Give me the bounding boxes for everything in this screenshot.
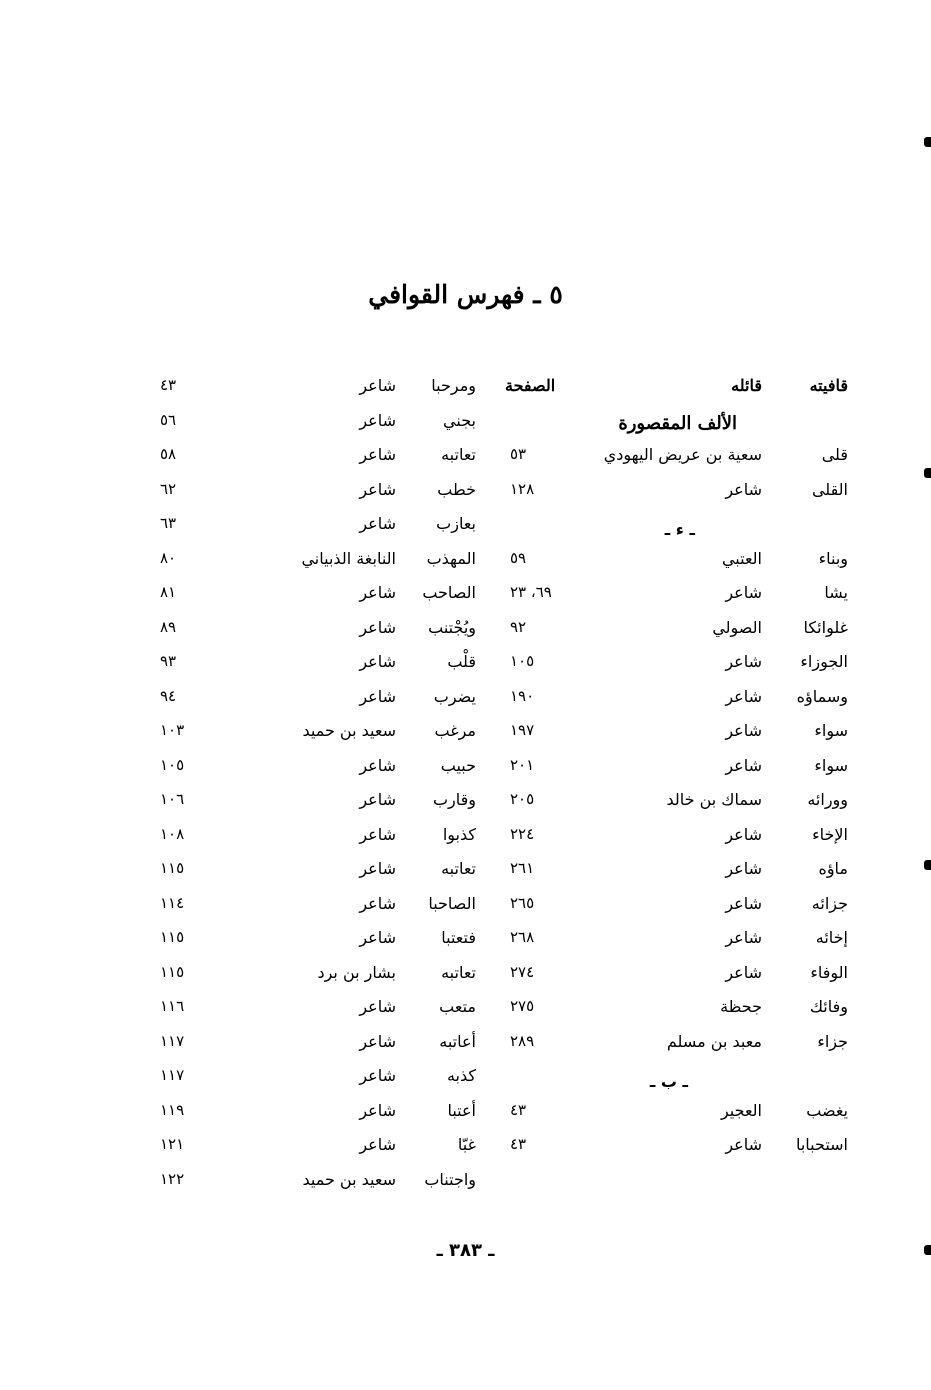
index-entry-row: [500, 614, 860, 649]
rhyme-word: وبناء: [818, 548, 848, 568]
rhyme-word: يشا: [824, 583, 848, 602]
poet-name: جحظة: [720, 997, 762, 1016]
index-entry-row: [140, 717, 485, 752]
page-ref: ٢٦٨: [510, 928, 535, 946]
rhyme-word: أعاتبه: [439, 1031, 476, 1051]
page-ref: ٥٦: [160, 410, 177, 429]
rhyme-word: القلى: [811, 479, 848, 499]
page-ref: ٨٠: [160, 548, 177, 567]
rhyme-word: سواء: [814, 755, 848, 775]
index-entry-row: [140, 545, 485, 580]
index-entry-row: [500, 1131, 860, 1166]
index-entry-row: [140, 510, 485, 545]
rhyme-word: الإخاء: [812, 824, 848, 844]
page-ref: ١١٤: [160, 893, 185, 912]
section-heading-row: [500, 1062, 860, 1097]
poet-name: سعيد بن حميد: [302, 1169, 396, 1189]
poet-name: شاعر: [359, 928, 396, 947]
poet-name: شاعر: [359, 893, 396, 913]
poet-name: شاعر: [359, 514, 396, 533]
index-entry-row: [500, 476, 860, 511]
header-poet: قائله: [731, 376, 762, 395]
index-entry-row: [140, 372, 485, 407]
index-entry-row: [140, 648, 485, 683]
page-ref: ١٠٥: [160, 755, 185, 774]
page-ref: ١١٩: [160, 1100, 185, 1119]
rhyme-word: خطب: [437, 479, 476, 499]
rhyme-word: بعازب: [436, 514, 476, 533]
rhyme-word: حبيب: [440, 755, 476, 775]
rhyme-word: يغضب: [806, 1100, 848, 1120]
poet-name: شاعر: [359, 652, 396, 671]
rhyme-word: ومرحبا: [431, 376, 476, 395]
left-column: [140, 372, 485, 1200]
header-row: [500, 372, 860, 407]
page-ref: ٨١: [160, 583, 177, 601]
poet-name: شاعر: [359, 583, 396, 602]
index-entry-row: [500, 717, 860, 752]
page-ref: ١١٧: [160, 1031, 185, 1050]
page-ref: ١٢٢: [160, 1169, 185, 1188]
index-entry-row: [140, 1062, 485, 1097]
index-entry-row: [140, 407, 485, 442]
page-ref: ٦٩، ٢٣: [510, 583, 552, 601]
rhyme-word: غلوائكا: [803, 617, 848, 637]
poet-name: شاعر: [725, 479, 762, 499]
page-ref: ٥٩: [510, 548, 527, 567]
page-number: ـ ٣٨٣ ـ: [436, 1240, 495, 1261]
section-alif-maqsura: الألف المقصورة: [618, 412, 737, 434]
poet-name: شاعر: [359, 617, 396, 637]
page-title: ٥ ـ فهرس القوافي: [368, 280, 563, 309]
rhyme-word: قلْب: [447, 652, 476, 671]
section-ba: ـ ب ـ: [649, 1072, 688, 1091]
rhyme-word: يضرب: [433, 686, 476, 706]
poet-name: شاعر: [359, 376, 396, 395]
page-ref: ١١٦: [160, 997, 185, 1015]
header-rhyme: قافيته: [809, 376, 848, 395]
edge-mark: [924, 137, 931, 147]
page-ref: ٤٣: [510, 1100, 527, 1119]
rhyme-word: الوفاء: [810, 962, 848, 982]
page-ref: ٩٤: [160, 686, 177, 705]
poet-name: الصولي: [712, 617, 762, 637]
index-entry-row: [140, 752, 485, 787]
poet-name: شاعر: [725, 1135, 762, 1154]
header-page: الصفحة: [505, 376, 556, 395]
page-ref: ١٢١: [160, 1135, 185, 1153]
page-ref: ٤٣: [160, 376, 177, 394]
index-entry-row: [500, 924, 860, 959]
poet-name: شاعر: [725, 962, 762, 982]
page-ref: ١١٥: [160, 859, 185, 877]
rhyme-word: وقارب: [432, 790, 476, 809]
poet-name: شاعر: [359, 1100, 396, 1120]
index-entry-row: [500, 786, 860, 821]
index-entry-row: [500, 441, 860, 476]
poet-name: شاعر: [359, 997, 396, 1016]
rhyme-word: جزاء: [817, 1031, 848, 1051]
index-entry-row: [500, 821, 860, 856]
index-entry-row: [140, 1131, 485, 1166]
poet-name: معبد بن مسلم: [666, 1031, 762, 1051]
index-entry-row: [140, 1028, 485, 1063]
index-entry-row: [140, 614, 485, 649]
poet-name: سماك بن خالد: [666, 790, 762, 809]
rhyme-word: تعاتبه: [441, 859, 476, 878]
poet-name: شاعر: [359, 859, 396, 878]
poet-name: سعيد بن حميد: [302, 721, 396, 740]
poet-name: شاعر: [359, 445, 396, 464]
edge-mark: [924, 1245, 931, 1255]
index-entry-row: [140, 993, 485, 1028]
poet-name: شاعر: [359, 1031, 396, 1051]
page-ref: ١١٥: [160, 928, 185, 946]
index-entry-row: [500, 545, 860, 580]
index-entry-row: [140, 1097, 485, 1132]
page-ref: ٢٨٩: [510, 1031, 535, 1050]
section-hamza: ـ ء ـ: [664, 520, 695, 539]
rhyme-word: أعتبا: [447, 1100, 476, 1120]
index-entry-row: [500, 855, 860, 890]
index-entry-row: [140, 855, 485, 890]
page-ref: ٥٨: [160, 445, 177, 463]
page-ref: ١٠٥: [510, 652, 535, 670]
index-entry-row: [500, 648, 860, 683]
poet-name: شاعر: [725, 721, 762, 740]
rhyme-word: فتعتبا: [441, 928, 476, 947]
page-ref: ٨٩: [160, 617, 177, 636]
poet-name: شاعر: [359, 686, 396, 706]
page-ref: ١٩٧: [510, 721, 535, 739]
rhyme-word: المهذب: [426, 548, 476, 568]
page-ref: ٩٢: [510, 617, 527, 636]
rhyme-word: تعاتبه: [441, 962, 476, 982]
page-ref: ١١٥: [160, 962, 185, 981]
page-ref: ٢٦١: [510, 859, 535, 877]
poet-name: شاعر: [359, 1066, 396, 1085]
poet-name: شاعر: [359, 790, 396, 809]
poet-name: شاعر: [725, 686, 762, 706]
poet-name: شاعر: [725, 652, 762, 671]
index-entry-row: [140, 924, 485, 959]
rhyme-word: إخائه: [815, 928, 848, 947]
poet-name: شاعر: [359, 410, 396, 430]
index-entry-row: [500, 959, 860, 994]
page-ref: ١٠٣: [160, 721, 185, 739]
rhyme-word: بجني: [443, 410, 476, 430]
index-entry-row: [500, 683, 860, 718]
page-ref: ١٢٨: [510, 479, 535, 498]
page-ref: ١٠٦: [160, 790, 185, 808]
rhyme-word: كذبوا: [442, 824, 476, 844]
rhyme-word: ماؤه: [818, 859, 848, 878]
index-entry-row: [140, 821, 485, 856]
poet-name: النابغة الذبياني: [301, 548, 396, 568]
poet-name: شاعر: [725, 755, 762, 775]
poet-name: شاعر: [725, 893, 762, 913]
poet-name: العجير: [720, 1100, 762, 1120]
index-entry-row: [500, 890, 860, 925]
section-heading-row: [500, 510, 860, 545]
edge-mark: [924, 860, 931, 870]
poet-name: شاعر: [725, 859, 762, 878]
rhyme-word: وفائك: [809, 997, 848, 1016]
rhyme-word: مرغب: [434, 721, 476, 740]
page-ref: ٤٣: [510, 1135, 527, 1153]
rhyme-word: الصاحبا: [428, 893, 476, 913]
page-ref: ٢٢٤: [510, 824, 535, 843]
rhyme-word: الجوزاء: [800, 652, 848, 671]
index-entry-row: [140, 786, 485, 821]
page-ref: ١٠٨: [160, 824, 185, 843]
rhyme-word: واجتناب: [424, 1169, 476, 1189]
rhyme-word: ويُجْتنب: [428, 617, 476, 637]
page-ref: ١١٧: [160, 1066, 185, 1084]
page-ref: ٩٣: [160, 652, 177, 670]
section-heading-row: [500, 407, 860, 442]
page-ref: ٢٧٤: [510, 962, 535, 981]
page-ref: ٢٠٥: [510, 790, 535, 808]
index-entry-row: [140, 476, 485, 511]
index-entry-row: [500, 1028, 860, 1063]
index-entry-row: [140, 959, 485, 994]
index-entry-row: [140, 683, 485, 718]
page-ref: ١٩٠: [510, 686, 535, 705]
poet-name: شاعر: [359, 755, 396, 775]
rhyme-word: غبّا: [457, 1135, 476, 1154]
poet-name: شاعر: [725, 583, 762, 602]
index-entry-row: [140, 441, 485, 476]
rhyme-word: الصاحب: [422, 583, 476, 602]
page-ref: ٢٠١: [510, 755, 535, 774]
poet-name: شاعر: [725, 824, 762, 844]
rhyme-word: وسماؤه: [796, 686, 848, 706]
poet-name: العتبي: [721, 548, 762, 568]
page-ref: ٦٢: [160, 479, 177, 498]
index-entry-row: [500, 993, 860, 1028]
page-ref: ٦٣: [160, 514, 177, 532]
poet-name: شاعر: [725, 928, 762, 947]
poet-name: شاعر: [359, 824, 396, 844]
rhyme-word: سواء: [814, 721, 848, 740]
poet-name: شاعر: [359, 1135, 396, 1154]
poet-name: بشار بن برد: [317, 962, 396, 982]
rhyme-word: كذبه: [446, 1066, 476, 1085]
rhyme-word: استحبابا: [795, 1135, 848, 1154]
poet-name: شاعر: [359, 479, 396, 499]
index-entry-row: [500, 1097, 860, 1132]
index-entry-row: [140, 1166, 485, 1201]
poet-name: سعية بن عريض اليهودي: [603, 445, 762, 464]
edge-mark: [924, 468, 931, 478]
rhyme-word: جزائه: [811, 893, 848, 913]
page-ref: ٢٦٥: [510, 893, 535, 912]
index-entry-row: [500, 752, 860, 787]
page-ref: ٢٧٥: [510, 997, 535, 1015]
rhyme-word: قلى: [821, 445, 848, 464]
page-ref: ٥٣: [510, 445, 527, 463]
index-entry-row: [500, 579, 860, 614]
right-column: [500, 372, 860, 1166]
index-entry-row: [140, 579, 485, 614]
index-entry-row: [140, 890, 485, 925]
rhyme-word: متعب: [439, 997, 476, 1016]
rhyme-word: وورائه: [807, 790, 848, 809]
rhyme-word: تعاتبه: [441, 445, 476, 464]
